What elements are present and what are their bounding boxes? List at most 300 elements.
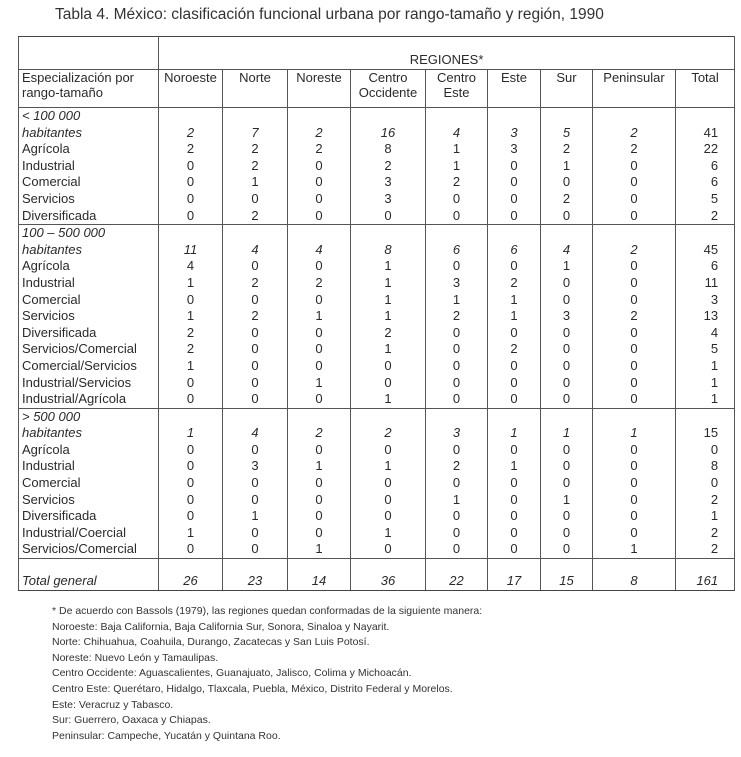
- group-label: habitantes: [19, 425, 159, 442]
- value-cell: 1: [223, 508, 288, 525]
- row-label: Industrial: [19, 458, 159, 475]
- empty-cell: [676, 108, 735, 125]
- value-cell: 1: [351, 341, 426, 358]
- value-cell: 0: [488, 174, 541, 191]
- row-label: Comercial: [19, 292, 159, 309]
- value-cell: 13: [676, 308, 735, 325]
- value-cell: 0: [488, 325, 541, 342]
- value-cell: 1: [159, 525, 223, 542]
- footnote-line: Noreste: Nuevo León y Tamaulipas.: [52, 651, 219, 664]
- total-value: 17: [488, 559, 541, 591]
- empty-cell: [541, 225, 593, 242]
- value-cell: 1: [159, 275, 223, 292]
- value-cell: 0: [593, 442, 676, 459]
- value-cell: 0: [541, 458, 593, 475]
- column-header: [288, 70, 351, 108]
- empty-cell: [159, 408, 223, 425]
- value-cell: 2: [288, 125, 351, 142]
- value-cell: 1: [676, 358, 735, 375]
- value-cell: 22: [676, 141, 735, 158]
- value-cell: 0: [223, 541, 288, 558]
- table-row: [19, 275, 735, 292]
- table-row: [19, 475, 735, 492]
- value-cell: 0: [223, 475, 288, 492]
- value-cell: 1: [676, 508, 735, 525]
- value-cell: 41: [676, 125, 735, 142]
- table-row: [19, 191, 735, 208]
- empty-cell: [351, 225, 426, 242]
- footnote-line: Centro Este: Querétaro, Hidalgo, Tlaxcala, Puebla, México, Distrito Federal y Morelos.: [52, 682, 453, 695]
- value-cell: 1: [488, 308, 541, 325]
- value-cell: 0: [351, 541, 426, 558]
- value-cell: 1: [159, 308, 223, 325]
- value-cell: 0: [288, 341, 351, 358]
- value-cell: 2: [288, 275, 351, 292]
- value-cell: 0: [488, 508, 541, 525]
- group-label-row: [19, 225, 735, 242]
- value-cell: 3: [351, 174, 426, 191]
- value-cell: 1: [541, 258, 593, 275]
- value-cell: 0: [351, 375, 426, 392]
- empty-cell: [541, 108, 593, 125]
- value-cell: 0: [288, 208, 351, 225]
- value-cell: 2: [159, 125, 223, 142]
- value-cell: 2: [541, 141, 593, 158]
- value-cell: 5: [676, 191, 735, 208]
- value-cell: 0: [593, 191, 676, 208]
- row-label: Comercial: [19, 475, 159, 492]
- value-cell: 2: [223, 141, 288, 158]
- value-cell: 1: [351, 258, 426, 275]
- value-cell: 0: [159, 158, 223, 175]
- value-cell: 2: [541, 191, 593, 208]
- row-label: Agrícola: [19, 442, 159, 459]
- value-cell: 0: [288, 391, 351, 408]
- column-header: [351, 70, 426, 108]
- value-cell: 0: [223, 375, 288, 392]
- value-cell: 2: [676, 492, 735, 509]
- value-cell: 0: [288, 508, 351, 525]
- value-cell: 1: [676, 375, 735, 392]
- empty-cell: [488, 108, 541, 125]
- total-value: 161: [676, 559, 735, 591]
- value-cell: 3: [676, 292, 735, 309]
- empty-cell: [288, 225, 351, 242]
- value-cell: 0: [288, 258, 351, 275]
- value-cell: 0: [488, 442, 541, 459]
- row-label: Servicios: [19, 191, 159, 208]
- empty-cell: [223, 408, 288, 425]
- value-cell: 6: [488, 242, 541, 259]
- value-cell: 0: [593, 174, 676, 191]
- value-cell: 0: [351, 208, 426, 225]
- group-subtotal-row: [19, 425, 735, 442]
- value-cell: 0: [593, 508, 676, 525]
- value-cell: 2: [159, 341, 223, 358]
- value-cell: 7: [223, 125, 288, 142]
- footnote-line: Peninsular: Campeche, Yucatán y Quintana Roo.: [52, 729, 281, 742]
- value-cell: 4: [223, 242, 288, 259]
- value-cell: 0: [426, 508, 488, 525]
- row-label: Diversificada: [19, 508, 159, 525]
- value-cell: 0: [288, 525, 351, 542]
- empty-cell: [593, 108, 676, 125]
- table-row: [19, 525, 735, 542]
- value-cell: 0: [541, 442, 593, 459]
- value-cell: 0: [159, 174, 223, 191]
- value-cell: 2: [159, 141, 223, 158]
- footnote-line: Sur: Guerrero, Oaxaca y Chiapas.: [52, 714, 211, 727]
- header-line: Centro: [368, 70, 408, 85]
- value-cell: 2: [351, 158, 426, 175]
- footnote-line: * De acuerdo con Bassols (1979), las regiones quedan conformadas de la siguiente manera:: [52, 605, 483, 617]
- value-cell: 4: [426, 125, 488, 142]
- value-cell: 1: [593, 425, 676, 442]
- empty-cell: [426, 408, 488, 425]
- value-cell: 0: [593, 341, 676, 358]
- value-cell: 1: [223, 174, 288, 191]
- classification-table: [18, 36, 735, 591]
- value-cell: 2: [488, 341, 541, 358]
- column-header: [488, 70, 541, 108]
- row-label: Diversificada: [19, 208, 159, 225]
- total-value: 36: [351, 559, 426, 591]
- value-cell: 0: [288, 158, 351, 175]
- total-value: 23: [223, 559, 288, 591]
- value-cell: 0: [676, 442, 735, 459]
- value-cell: 0: [488, 525, 541, 542]
- value-cell: 1: [488, 425, 541, 442]
- value-cell: 0: [541, 275, 593, 292]
- value-cell: 11: [676, 275, 735, 292]
- value-cell: 3: [488, 141, 541, 158]
- table-row: [19, 458, 735, 475]
- value-cell: 2: [676, 541, 735, 558]
- value-cell: 0: [593, 258, 676, 275]
- value-cell: 0: [426, 541, 488, 558]
- footnotes: [52, 604, 482, 744]
- table-row: [19, 492, 735, 509]
- value-cell: 1: [288, 458, 351, 475]
- value-cell: 2: [488, 275, 541, 292]
- value-cell: 1: [541, 425, 593, 442]
- value-cell: 6: [676, 174, 735, 191]
- value-cell: 0: [223, 258, 288, 275]
- value-cell: 0: [488, 541, 541, 558]
- row-label: Servicios: [19, 308, 159, 325]
- value-cell: 0: [488, 492, 541, 509]
- empty-cell: [159, 108, 223, 125]
- value-cell: 0: [488, 375, 541, 392]
- value-cell: 4: [159, 258, 223, 275]
- total-value: 22: [426, 559, 488, 591]
- value-cell: 1: [426, 141, 488, 158]
- empty-cell: [676, 408, 735, 425]
- value-cell: 2: [223, 158, 288, 175]
- footnote-line: Este: Veracruz y Tabasco.: [52, 698, 174, 711]
- value-cell: 0: [593, 208, 676, 225]
- empty-cell: [488, 408, 541, 425]
- value-cell: 3: [223, 458, 288, 475]
- value-cell: 0: [541, 475, 593, 492]
- value-cell: 0: [223, 358, 288, 375]
- table-row: [19, 391, 735, 408]
- total-value: 14: [288, 559, 351, 591]
- value-cell: 0: [288, 191, 351, 208]
- header-line: Sur: [556, 70, 577, 85]
- regions-label: REGIONES*: [159, 37, 735, 70]
- value-cell: 2: [159, 325, 223, 342]
- value-cell: 4: [541, 242, 593, 259]
- table-row: [19, 208, 735, 225]
- value-cell: 0: [541, 391, 593, 408]
- value-cell: 0: [593, 158, 676, 175]
- value-cell: 0: [351, 475, 426, 492]
- table-row: [19, 358, 735, 375]
- value-cell: 3: [541, 308, 593, 325]
- table-row: [19, 508, 735, 525]
- value-cell: 2: [223, 308, 288, 325]
- column-header-specialization: [19, 70, 159, 108]
- column-header: [223, 70, 288, 108]
- value-cell: 0: [426, 208, 488, 225]
- value-cell: 16: [351, 125, 426, 142]
- value-cell: 0: [223, 341, 288, 358]
- empty-cell: [351, 108, 426, 125]
- value-cell: 1: [426, 292, 488, 309]
- value-cell: 2: [676, 208, 735, 225]
- value-cell: 0: [541, 541, 593, 558]
- table-row: [19, 258, 735, 275]
- value-cell: 0: [541, 292, 593, 309]
- empty-cell: [541, 408, 593, 425]
- value-cell: 1: [288, 541, 351, 558]
- header-line: Especialización por: [22, 70, 135, 85]
- value-cell: 1: [426, 492, 488, 509]
- value-cell: 0: [488, 191, 541, 208]
- value-cell: 2: [593, 308, 676, 325]
- empty-cell: [593, 225, 676, 242]
- row-label: Servicios: [19, 492, 159, 509]
- value-cell: 4: [223, 425, 288, 442]
- table-row: [19, 341, 735, 358]
- header-line: Norte: [239, 70, 271, 85]
- column-header: [676, 70, 735, 108]
- value-cell: 0: [288, 492, 351, 509]
- total-value: 15: [541, 559, 593, 591]
- total-label: Total general: [19, 559, 159, 591]
- value-cell: 0: [288, 174, 351, 191]
- group-label-row: [19, 408, 735, 425]
- value-cell: 0: [351, 508, 426, 525]
- row-label: Industrial/Agrícola: [19, 391, 159, 408]
- empty-cell: [223, 108, 288, 125]
- header-line: Este: [443, 85, 470, 100]
- total-value: 8: [593, 559, 676, 591]
- value-cell: 2: [288, 425, 351, 442]
- regions-header-row: [19, 37, 735, 70]
- value-cell: 0: [223, 525, 288, 542]
- value-cell: 0: [159, 475, 223, 492]
- value-cell: 1: [159, 425, 223, 442]
- header-line: Total: [691, 70, 719, 85]
- value-cell: 2: [223, 275, 288, 292]
- table-row: [19, 158, 735, 175]
- value-cell: 1: [541, 158, 593, 175]
- value-cell: 5: [676, 341, 735, 358]
- value-cell: 0: [541, 325, 593, 342]
- column-header: [541, 70, 593, 108]
- value-cell: 1: [351, 292, 426, 309]
- value-cell: 8: [676, 458, 735, 475]
- table-row: [19, 325, 735, 342]
- value-cell: 0: [223, 292, 288, 309]
- value-cell: 45: [676, 242, 735, 259]
- group-subtotal-row: [19, 125, 735, 142]
- table-row: [19, 174, 735, 191]
- value-cell: 0: [488, 475, 541, 492]
- footnote-line: Norte: Chihuahua, Coahuila, Durango, Zacatecas y San Luis Potosí.: [52, 636, 370, 649]
- value-cell: 0: [541, 341, 593, 358]
- value-cell: 0: [288, 358, 351, 375]
- row-label: Agrícola: [19, 141, 159, 158]
- value-cell: 3: [426, 275, 488, 292]
- value-cell: 0: [159, 508, 223, 525]
- value-cell: 0: [541, 174, 593, 191]
- value-cell: 1: [159, 358, 223, 375]
- value-cell: 0: [426, 258, 488, 275]
- value-cell: 1: [288, 375, 351, 392]
- value-cell: 0: [223, 492, 288, 509]
- value-cell: 2: [593, 141, 676, 158]
- value-cell: 1: [351, 525, 426, 542]
- value-cell: 0: [351, 492, 426, 509]
- value-cell: 0: [159, 208, 223, 225]
- value-cell: 3: [351, 191, 426, 208]
- empty-cell: [288, 408, 351, 425]
- total-value: 26: [159, 559, 223, 591]
- header-line: Noreste: [296, 70, 342, 85]
- value-cell: 1: [676, 391, 735, 408]
- group-label: 100 – 500 000: [19, 225, 159, 242]
- column-header: [159, 70, 223, 108]
- value-cell: 6: [676, 258, 735, 275]
- value-cell: 2: [426, 308, 488, 325]
- value-cell: 6: [426, 242, 488, 259]
- value-cell: 0: [159, 292, 223, 309]
- value-cell: 5: [541, 125, 593, 142]
- value-cell: 0: [426, 442, 488, 459]
- footnote-line: Noroeste: Baja California, Baja California Sur, Sonora, Sinaloa y Nayarit.: [52, 620, 390, 633]
- value-cell: 0: [159, 458, 223, 475]
- value-cell: 0: [159, 375, 223, 392]
- value-cell: 0: [426, 375, 488, 392]
- value-cell: 0: [488, 258, 541, 275]
- row-label: Comercial/Servicios: [19, 358, 159, 375]
- empty-cell: [676, 225, 735, 242]
- value-cell: 0: [541, 508, 593, 525]
- table-row: [19, 442, 735, 459]
- group-label-row: [19, 108, 735, 125]
- row-label: Industrial: [19, 275, 159, 292]
- value-cell: 2: [593, 242, 676, 259]
- value-cell: 1: [351, 391, 426, 408]
- value-cell: 0: [223, 191, 288, 208]
- table-row: [19, 141, 735, 158]
- empty-cell: [488, 225, 541, 242]
- row-label: Industrial/Servicios: [19, 375, 159, 392]
- row-label: Servicios/Comercial: [19, 541, 159, 558]
- table-row: [19, 541, 735, 558]
- value-cell: 1: [426, 158, 488, 175]
- value-cell: 0: [541, 358, 593, 375]
- empty-cell: [288, 108, 351, 125]
- value-cell: 0: [223, 391, 288, 408]
- row-label: Comercial: [19, 174, 159, 191]
- value-cell: 0: [593, 292, 676, 309]
- empty-cell: [593, 408, 676, 425]
- value-cell: 0: [288, 475, 351, 492]
- value-cell: 0: [593, 525, 676, 542]
- value-cell: 0: [159, 492, 223, 509]
- value-cell: 0: [426, 391, 488, 408]
- value-cell: 0: [426, 358, 488, 375]
- value-cell: 1: [593, 541, 676, 558]
- group-label: > 500 000: [19, 408, 159, 425]
- value-cell: 2: [351, 325, 426, 342]
- table-row: [19, 292, 735, 309]
- value-cell: 0: [288, 292, 351, 309]
- value-cell: 3: [488, 125, 541, 142]
- value-cell: 0: [223, 325, 288, 342]
- row-label: Industrial/Coercial: [19, 525, 159, 542]
- value-cell: 1: [541, 492, 593, 509]
- value-cell: 0: [541, 208, 593, 225]
- row-label: Diversificada: [19, 325, 159, 342]
- value-cell: 1: [488, 458, 541, 475]
- value-cell: 0: [676, 475, 735, 492]
- value-cell: 2: [676, 525, 735, 542]
- table-row: [19, 308, 735, 325]
- value-cell: 0: [488, 391, 541, 408]
- footnote-line: Centro Occidente: Aguascalientes, Guanajuato, Jalisco, Colima y Michoacán.: [52, 667, 412, 680]
- value-cell: 0: [351, 358, 426, 375]
- empty-cell: [159, 225, 223, 242]
- value-cell: 0: [288, 442, 351, 459]
- empty-cell: [19, 37, 159, 70]
- value-cell: 2: [593, 125, 676, 142]
- value-cell: 6: [676, 158, 735, 175]
- value-cell: 0: [593, 391, 676, 408]
- value-cell: 4: [676, 325, 735, 342]
- value-cell: 1: [488, 292, 541, 309]
- group-subtotal-row: [19, 242, 735, 259]
- value-cell: 0: [426, 341, 488, 358]
- value-cell: 0: [593, 325, 676, 342]
- value-cell: 1: [351, 275, 426, 292]
- value-cell: 0: [593, 275, 676, 292]
- value-cell: 1: [288, 308, 351, 325]
- value-cell: 8: [351, 141, 426, 158]
- value-cell: 0: [159, 442, 223, 459]
- header-line: Este: [500, 70, 527, 85]
- empty-cell: [223, 225, 288, 242]
- value-cell: 0: [541, 375, 593, 392]
- value-cell: 8: [351, 242, 426, 259]
- value-cell: 0: [593, 458, 676, 475]
- empty-cell: [426, 108, 488, 125]
- value-cell: 0: [426, 191, 488, 208]
